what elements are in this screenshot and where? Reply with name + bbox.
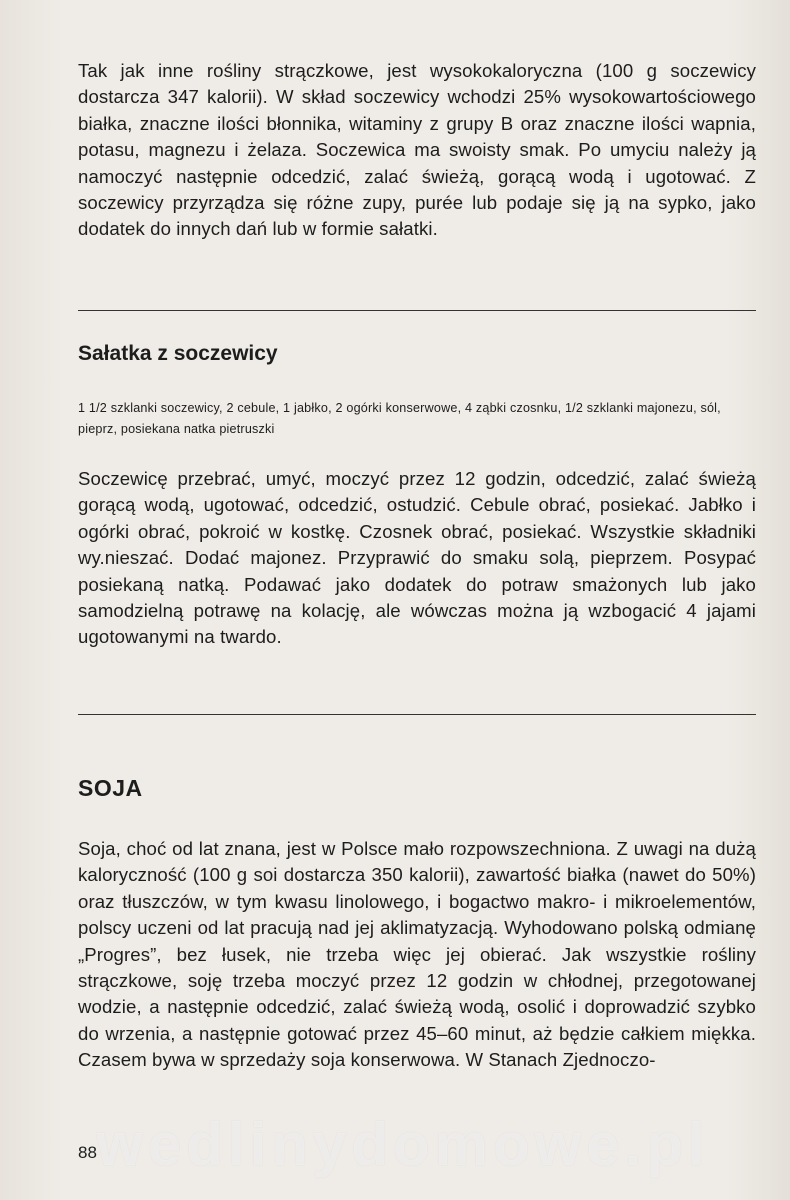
soja-paragraph: Soja, choć od lat znana, jest w Polsce mało rozpowszechniona. Z uwagi na dużą kaloryczność (100 g soi dostarcza 350 kalorii), zawartość białka (nawet do 50%) oraz tłuszczów, w tym kwasu linolowego, i bogactwo makro- i mikroelementów, polscy uczeni od lat pracują nad jej aklimatyzacją. Wyhodowano polską odmianę „Progres”, bez łusek, nie trzeba więc jej obierać. Jak wszystkie rośliny strączkowe, soję trzeba moczyć przez 12 godzin w chłodnej, przegotowanej wodzie, a następnie odcedzić, zalać świeżą wodą, osolić i doprowadzić szybko do wrzenia, a następnie gotować przez 45–60 minut, aż będzie całkiem miękka. Czasem bywa w sprzedaży soja konserwowa. W Stanach Zjednoczo- [78, 838, 756, 1071]
intro-paragraph: Tak jak inne rośliny strączkowe, jest wysokokaloryczna (100 g soczewicy dostarcza 347 kalorii). W skład soczewicy wchodzi 25% wysokowartościowego białka, znaczne ilości błonnika, witaminy z grupy B oraz znaczne ilości wapnia, potasu, magnezu i żelaza. Soczewica ma swoisty smak. Po umyciu należy ją namoczyć następnie odcedzić, zalać świeżą, gorącą wodą i ugotować. Z soczewicy przyrządza się różne zupy, purée lub podaje się ją na sypko, jako dodatek do innych dań lub w formie sałatki. [78, 60, 756, 240]
page-number: 88 [78, 1143, 97, 1162]
intro-section [78, 58, 756, 243]
section-title-soja: SOJA [78, 775, 143, 801]
watermark-text: wedlinydomowe.pl [96, 1111, 710, 1178]
recipe-ingredients: 1 1/2 szklanki soczewicy, 2 cebule, 1 jabłko, 2 ogórki konserwowe, 4 ząbki czosnku, 1/2 szklanki majonezu, sól, pieprz, posiekana natka pietruszki [78, 401, 721, 436]
section-divider-bottom [78, 714, 756, 715]
recipe-title: Sałatka z soczewicy [78, 342, 278, 365]
recipe-instructions-section [78, 466, 756, 651]
section-divider-top [78, 310, 756, 311]
recipe-instructions: Soczewicę przebrać, umyć, moczyć przez 12 godzin, odcedzić, zalać świeżą gorącą wodą, ugotować, odcedzić, ostudzić. Cebule obrać, posiekać. Jabłko i ogórki obrać, pokroić w kostkę. Czosnek obrać, posiekać. Wszystkie składniki wy.nieszać. Dodać majonez. Przyprawić do smaku solą, pieprzem. Posypać posiekaną natką. Podawać jako dodatek do potraw smażonych lub jako samodzielną potrawę na kolację, ale wówczas można ją wzbogacić 4 jajami ugotowanymi na twardo. [78, 468, 756, 648]
soja-section [78, 836, 756, 1074]
